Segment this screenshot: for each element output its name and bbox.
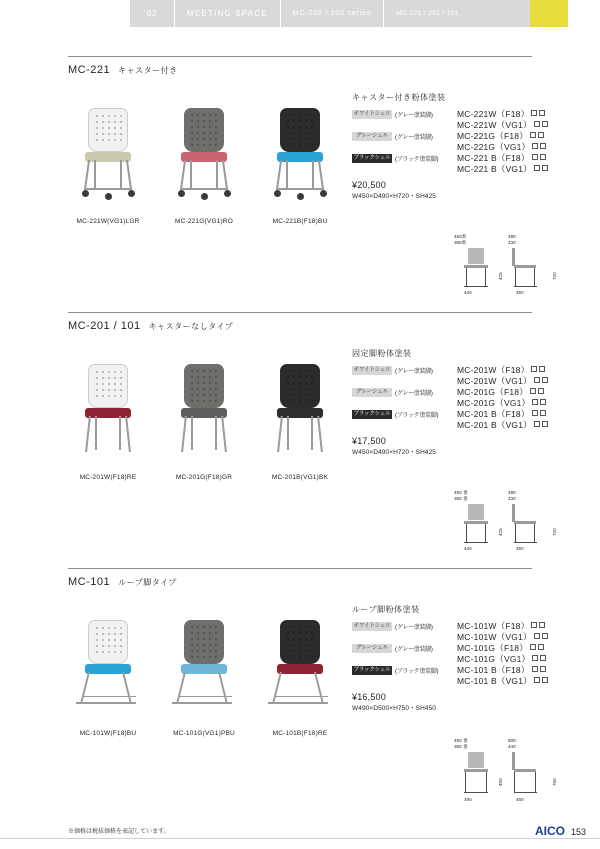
checkbox-square[interactable] [540,655,546,661]
chair-legs [252,94,348,214]
chair-illustration [156,350,252,470]
model-code[interactable] [457,376,548,387]
shell-color-chip: ブラックシェル [353,155,391,161]
product-photo-row [60,94,350,274]
spec-heading: キャスター付き粉体塗装 [352,93,446,102]
product-photo[interactable] [156,606,252,737]
dim-label: 440 [464,546,472,551]
shell-color-chip: ホワイトシェル [353,111,391,117]
dim-label: 430 [508,496,516,501]
leg-finish-note: (グレー塗装脚) [395,135,433,141]
photo-caption: MC-101B(F18)RE [272,730,328,737]
dim-label: 440 [464,290,472,295]
section-subtitle-text: キャスターなしタイプ [148,322,234,331]
model-code[interactable] [457,131,546,142]
model-code-group [457,621,548,643]
dim-label: 450 [516,290,524,295]
spec-block [352,604,552,712]
dim-label: 440 [508,744,516,749]
dimensions-text: W450×D490×H720・SH425 [352,449,437,456]
dim-label: 450 番 [454,490,468,495]
spec-row [352,643,552,665]
chair-illustration [252,94,348,214]
spec-block [352,92,552,200]
section-rule [68,312,532,313]
chair-illustration [156,94,252,214]
model-code-group [457,409,548,431]
dim-label: 388番 [454,240,467,245]
product-photo-row [60,350,350,530]
model-code-text: MC-201W（VG1） [457,376,532,386]
leg-finish-note: (グレー塗装脚) [395,369,433,375]
chair-illustration [252,606,348,726]
spec-row [352,365,552,387]
chair-legs [60,350,156,470]
checkbox-square[interactable] [540,143,546,149]
leg-finish-note: (グレー塗装脚) [395,625,433,631]
checkbox-square[interactable] [542,377,548,383]
price: ¥20,500 [352,180,386,190]
checkbox-square[interactable] [542,677,548,683]
spec-row [352,153,552,175]
model-code[interactable] [457,109,548,120]
dim-label: 500 [508,738,516,743]
model-code-text: MC-221 B（F18） [457,153,530,163]
footer-brand-group [535,824,586,838]
model-code-group [457,365,548,387]
model-code-text: MC-221 B（VG1） [457,164,532,174]
chair-illustration [60,606,156,726]
dim-label: 720 [552,272,557,280]
product-photo[interactable] [60,606,156,737]
checkbox-square[interactable] [542,165,548,171]
model-code-text: MC-101 B（VG1） [457,676,532,686]
dimension-drawing [452,738,560,800]
checkbox-square[interactable] [538,388,544,394]
header-accent-block [530,0,568,27]
checkbox-square[interactable] [530,644,536,650]
footer-rule [0,838,600,839]
checkbox-square[interactable] [532,666,538,672]
checkbox-square[interactable] [534,377,540,383]
price: ¥17,500 [352,436,386,446]
shell-color-chip: ブラックシェル [353,411,391,417]
dim-label: 450 [498,778,503,786]
spec-row [352,131,552,153]
model-code[interactable] [457,665,548,676]
spec-heading: ループ脚粉体塗装 [352,605,420,614]
dim-label: 425 [498,272,503,280]
section-subtitle-text: ループ脚タイプ [118,578,177,587]
checkbox-square[interactable] [532,399,538,405]
chair-legs-loop [60,606,156,726]
dim-label: 380 番 [454,496,468,501]
product-photo[interactable] [60,350,156,481]
dim-label: 490 [464,797,472,802]
side-view-figure [510,248,546,288]
product-photo[interactable] [252,606,348,737]
chair-illustration [60,94,156,214]
shell-color-chip: グレーシェル [352,644,392,653]
leg-finish-note: (ブラック塗装脚) [395,157,439,163]
model-code-text: MC-201G（VG1） [457,398,531,408]
spec-heading: 固定脚粉体塗装 [352,349,412,358]
header-category: MEETING SPACE [187,9,268,18]
model-code-text: MC-201 B（VG1） [457,420,532,430]
model-code-text: MC-101G（F18） [457,643,528,653]
model-code-group [457,109,548,131]
model-code[interactable] [457,164,548,175]
product-photo[interactable] [156,94,252,225]
header-bar [130,0,530,27]
checkbox-square[interactable] [542,121,548,127]
model-code-group [457,387,546,409]
model-code-text: MC-221G（VG1） [457,142,531,152]
photo-caption: MC-201W(F18)RE [79,474,137,481]
checkbox-square[interactable] [531,366,537,372]
dim-label: 490 [508,490,516,495]
spec-row [352,109,552,131]
product-photo[interactable] [252,350,348,481]
product-photo[interactable] [60,94,156,225]
checkbox-square[interactable] [530,388,536,394]
chair-illustration [252,350,348,470]
checkbox-square[interactable] [538,644,544,650]
spec-row [352,621,552,643]
chair-legs-loop [252,606,348,726]
checkbox-square[interactable] [540,399,546,405]
spec-row [352,387,552,409]
chair-legs-loop [156,606,252,726]
model-code-group [457,665,548,687]
checkbox-square[interactable] [534,633,540,639]
checkbox-square[interactable] [539,622,545,628]
checkbox-square[interactable] [531,622,537,628]
checkbox-square[interactable] [534,677,540,683]
shell-color-chip: ホワイトシェル [353,367,391,373]
section-title-text: MC-201 / 101 [68,320,141,332]
model-code-text: MC-101W（VG1） [457,632,532,642]
section-rule [68,568,532,569]
side-view-figure [510,752,546,796]
footer-note: ※価格は税抜価格を表記しています。 [68,829,170,835]
dim-label: 450番 [454,234,467,239]
checkbox-square[interactable] [540,666,546,672]
chair-illustration [156,606,252,726]
model-code-text: MC-101W（F18） [457,621,530,631]
chair-legs [156,350,252,470]
photo-caption: MC-201G(F18)GR [175,474,233,481]
page-header [0,0,600,30]
spec-block [352,348,552,456]
side-view-figure [510,504,546,544]
leg-finish-note: (ブラック塗装脚) [395,413,439,419]
checkbox-square[interactable] [532,154,538,160]
shell-color-chip: グレーシェル [352,132,392,141]
dim-label: 720 [552,528,557,536]
model-code[interactable] [457,153,548,164]
section-title [68,320,233,332]
section-rule [68,56,532,57]
dimension-drawing [452,490,560,552]
photo-caption: MC-221G(VG1)RO [174,218,234,225]
photo-caption: MC-221B(F18)BU [272,218,328,225]
brand-logo: AICO [534,824,565,838]
checkbox-square[interactable] [534,121,540,127]
product-photo[interactable] [156,350,252,481]
dimensions-text: W490×D500×H750・SH450 [352,705,437,712]
model-code-text: MC-221W（VG1） [457,120,532,130]
checkbox-square[interactable] [542,633,548,639]
section-title-text: MC-221 [68,64,111,76]
checkbox-square[interactable] [540,154,546,160]
photo-caption: MC-201B(VG1)BK [271,474,329,481]
checkbox-square[interactable] [539,366,545,372]
checkbox-square[interactable] [532,655,538,661]
checkbox-square[interactable] [532,410,538,416]
shell-color-chip: グレーシェル [352,388,392,397]
header-models: MC-221 / 201 / 101 [396,10,459,17]
model-code-text: MC-221W（F18） [457,109,530,119]
front-view-figure [460,752,494,796]
leg-finish-note: (ブラック塗装脚) [395,669,439,675]
chair-legs [156,94,252,214]
dim-label: 430 [508,240,516,245]
model-code[interactable] [457,120,548,131]
shell-color-chip: ブラックシェル [353,667,391,673]
model-code[interactable] [457,398,546,409]
model-code[interactable] [457,676,548,687]
checkbox-square[interactable] [532,143,538,149]
dimensions-text: W450×D490×H720・SH425 [352,193,437,200]
model-code-group [457,643,546,665]
front-view-figure [460,248,494,288]
dimension-drawing [452,234,560,296]
checkbox-square[interactable] [534,421,540,427]
model-code[interactable] [457,142,546,153]
page-number: 153 [570,827,586,837]
product-photo[interactable] [252,94,348,225]
dim-label: 460 [516,797,524,802]
model-code-text: MC-201W（F18） [457,365,530,375]
model-code-group [457,131,546,153]
dim-label: 750 [552,778,557,786]
spec-row [352,665,552,687]
dim-label: 380 番 [454,744,468,749]
product-photo-row [60,606,350,786]
checkbox-square[interactable] [534,165,540,171]
checkbox-square[interactable] [538,132,544,138]
model-code[interactable] [457,654,546,665]
checkbox-square[interactable] [530,132,536,138]
model-code-text: MC-101 B（F18） [457,665,530,675]
model-code-text: MC-101G（VG1） [457,654,531,664]
leg-finish-note: (グレー塗装脚) [395,391,433,397]
front-view-figure [460,504,494,544]
model-code[interactable] [457,420,548,431]
checkbox-square[interactable] [542,421,548,427]
leg-finish-note: (グレー塗装脚) [395,647,433,653]
model-code[interactable] [457,365,548,376]
header-series: MC-200 / 100 series [292,10,372,17]
model-code[interactable] [457,387,546,398]
model-code[interactable] [457,643,546,654]
checkbox-square[interactable] [539,110,545,116]
model-code-text: MC-201 B（F18） [457,409,530,419]
section-title [68,64,178,76]
model-code-group [457,153,548,175]
dim-label: 450 [516,546,524,551]
dim-label: 425 [498,528,503,536]
photo-caption: MC-221W(VG1)LGR [76,218,140,225]
photo-caption: MC-101W(F18)BU [79,730,137,737]
section-title-text: MC-101 [68,576,111,588]
dim-label: 490 [508,234,516,239]
model-code-text: MC-201G（F18） [457,387,528,397]
model-code-text: MC-221G（F18） [457,131,528,141]
chair-legs [252,350,348,470]
checkbox-square[interactable] [531,110,537,116]
model-code[interactable] [457,409,548,420]
chair-legs [60,94,156,214]
leg-finish-note: (グレー塗装脚) [395,113,433,119]
spec-row [352,409,552,431]
section-subtitle-text: キャスター付き [118,66,178,75]
model-code[interactable] [457,621,548,632]
chair-illustration [60,350,156,470]
price: ¥16,500 [352,692,386,702]
photo-caption: MC-101G(VG1)PBU [173,730,235,737]
header-number: 02 [147,9,157,18]
dim-label: 450 番 [454,738,468,743]
section-title [68,576,177,588]
checkbox-square[interactable] [540,410,546,416]
shell-color-chip: ホワイトシェル [353,623,391,629]
model-code[interactable] [457,632,548,643]
